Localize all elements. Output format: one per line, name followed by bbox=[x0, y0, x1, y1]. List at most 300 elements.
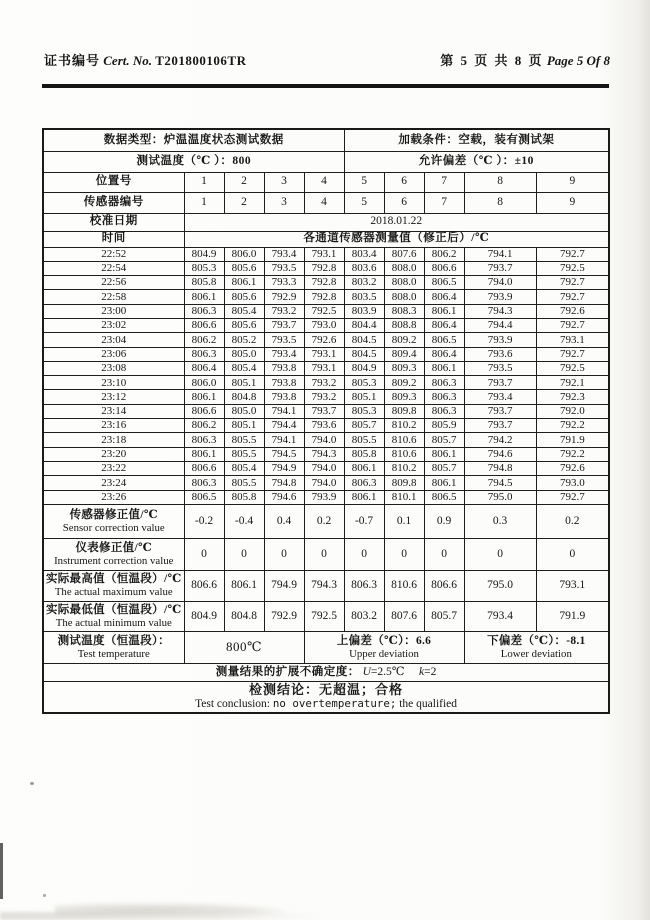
reading-value-cell: 794.1 bbox=[464, 247, 536, 261]
reading-value-cell: 793.8 bbox=[264, 361, 304, 375]
reading-value-cell: 806.6 bbox=[424, 261, 464, 275]
channels-header-cell: 各通道传感器测量值（修正后）/℃ bbox=[184, 231, 609, 247]
scan-artifact bbox=[0, 843, 3, 899]
uncertainty-cell bbox=[43, 663, 609, 681]
reading-value-cell: 793.9 bbox=[304, 490, 344, 504]
reading-value-cell: 793.5 bbox=[464, 361, 536, 375]
reading-value-cell: 805.2 bbox=[224, 333, 264, 347]
reading-value-cell: 794.1 bbox=[264, 404, 304, 418]
reading-value-cell: 803.5 bbox=[344, 290, 384, 304]
reading-time-cell: 23:10 bbox=[43, 376, 184, 390]
reading-value-cell: 808.0 bbox=[384, 290, 424, 304]
value-cell: 0 bbox=[464, 538, 536, 570]
reading-value-cell: 806.1 bbox=[344, 461, 384, 475]
reading-value-cell: 805.1 bbox=[224, 376, 264, 390]
reading-value-cell: 805.6 bbox=[224, 290, 264, 304]
reading-value-cell: 804.5 bbox=[344, 347, 384, 361]
reading-value-cell: 805.1 bbox=[344, 390, 384, 404]
reading-value-cell: 794.2 bbox=[464, 433, 536, 447]
reading-value-cell: 793.7 bbox=[464, 261, 536, 275]
reading-time-cell: 23:04 bbox=[43, 333, 184, 347]
reading-time-cell: 23:16 bbox=[43, 419, 184, 433]
test-temperature-cell: 测试温度（℃ ）：800 bbox=[43, 151, 344, 172]
reading-value-cell: 793.1 bbox=[304, 361, 344, 375]
reading-value-cell: 806.3 bbox=[424, 404, 464, 418]
reading-value-cell: 794.8 bbox=[264, 476, 304, 490]
reading-value-cell: 792.5 bbox=[304, 304, 344, 318]
value-cell: 804.8 bbox=[224, 601, 264, 631]
reading-value-cell: 794.4 bbox=[264, 419, 304, 433]
upper-deviation-en: Upper deviation bbox=[349, 647, 419, 660]
reading-value-cell: 809.4 bbox=[384, 347, 424, 361]
page-indicator-en: Page 5 Of 8 bbox=[546, 53, 610, 68]
conclusion-en bbox=[45, 698, 607, 711]
page-header bbox=[44, 50, 610, 69]
value-cell: 1 bbox=[184, 172, 224, 192]
reading-value-cell: 808.3 bbox=[384, 304, 424, 318]
value-cell: 0.9 bbox=[424, 504, 464, 538]
reading-value-cell: 803.4 bbox=[344, 247, 384, 261]
reading-value-cell: 792.7 bbox=[536, 276, 609, 290]
calibration-data-table bbox=[42, 128, 610, 714]
readings-body bbox=[43, 247, 609, 504]
reading-row bbox=[43, 261, 609, 275]
reading-value-cell: 792.5 bbox=[536, 261, 609, 275]
value-cell: 9 bbox=[536, 192, 609, 213]
header-rule bbox=[42, 84, 609, 88]
time-label-cell: 时间 bbox=[43, 231, 184, 247]
reading-row bbox=[43, 276, 609, 290]
reading-value-cell: 810.6 bbox=[384, 447, 424, 461]
uncertainty-k-value: =2 bbox=[424, 665, 437, 678]
reading-value-cell: 806.5 bbox=[184, 490, 224, 504]
reading-value-cell: 806.1 bbox=[424, 361, 464, 375]
reading-row bbox=[43, 433, 609, 447]
reading-value-cell: 806.2 bbox=[184, 419, 224, 433]
uncertainty-u-symbol: U bbox=[362, 665, 371, 678]
reading-time-cell: 23:06 bbox=[43, 347, 184, 361]
conclusion-zh: 检测结论：无超温；合格 bbox=[249, 682, 404, 698]
reading-value-cell: 794.3 bbox=[464, 304, 536, 318]
reading-value-cell: 806.1 bbox=[424, 476, 464, 490]
value-cell: 4 bbox=[304, 192, 344, 213]
reading-value-cell: 805.3 bbox=[344, 404, 384, 418]
reading-value-cell: 794.0 bbox=[304, 476, 344, 490]
reading-value-cell: 810.2 bbox=[384, 461, 424, 475]
actual-minimum-row bbox=[43, 601, 609, 631]
reading-value-cell: 793.1 bbox=[304, 347, 344, 361]
scan-artifact bbox=[55, 903, 285, 916]
reading-value-cell: 805.0 bbox=[224, 404, 264, 418]
sensor-correction-label-cell bbox=[43, 504, 184, 538]
reading-value-cell: 792.7 bbox=[536, 490, 609, 504]
value-cell: 794.3 bbox=[304, 570, 344, 601]
reading-value-cell: 792.7 bbox=[536, 247, 609, 261]
reading-value-cell: 791.9 bbox=[536, 433, 609, 447]
reading-value-cell: 793.7 bbox=[464, 376, 536, 390]
reading-value-cell: 793.1 bbox=[536, 333, 609, 347]
load-condition-cell: 加载条件：空载，装有测试架 bbox=[344, 129, 609, 151]
reading-value-cell: 805.8 bbox=[184, 276, 224, 290]
reading-value-cell: 806.1 bbox=[184, 390, 224, 404]
value-cell: 805.7 bbox=[424, 601, 464, 631]
reading-value-cell: 793.6 bbox=[464, 347, 536, 361]
reading-value-cell: 793.7 bbox=[464, 404, 536, 418]
test-temp-summary-label-zh: 测试温度（恒温段）： bbox=[57, 634, 170, 647]
reading-value-cell: 806.6 bbox=[184, 318, 224, 332]
reading-value-cell: 805.5 bbox=[344, 433, 384, 447]
reading-value-cell: 793.4 bbox=[264, 247, 304, 261]
reading-row bbox=[43, 247, 609, 261]
lower-deviation-en: Lower deviation bbox=[500, 647, 572, 660]
reading-value-cell: 809.8 bbox=[384, 404, 424, 418]
reading-value-cell: 792.8 bbox=[304, 261, 344, 275]
test-temp-summary-label-cell bbox=[43, 631, 184, 663]
reading-value-cell: 793.4 bbox=[264, 347, 304, 361]
reading-value-cell: 794.1 bbox=[264, 433, 304, 447]
reading-value-cell: 793.4 bbox=[464, 390, 536, 404]
reading-value-cell: 805.5 bbox=[224, 433, 264, 447]
cert-number: T201800106TR bbox=[155, 53, 247, 68]
value-cell: 795.0 bbox=[464, 570, 536, 601]
lower-deviation-zh: 下偏差（℃）：-8.1 bbox=[487, 634, 586, 647]
reading-value-cell: 795.0 bbox=[464, 490, 536, 504]
value-cell: 0 bbox=[184, 538, 224, 570]
reading-value-cell: 806.3 bbox=[424, 376, 464, 390]
reading-value-cell: 806.5 bbox=[424, 490, 464, 504]
reading-value-cell: 806.0 bbox=[184, 376, 224, 390]
reading-row bbox=[43, 490, 609, 504]
reading-value-cell: 793.5 bbox=[264, 261, 304, 275]
position-number-row bbox=[43, 172, 609, 192]
reading-time-cell: 23:12 bbox=[43, 390, 184, 404]
value-cell: -0.7 bbox=[344, 504, 384, 538]
sensor-correction-label-en: Sensor correction value bbox=[62, 521, 165, 534]
reading-value-cell: 810.2 bbox=[384, 419, 424, 433]
calibration-date-row bbox=[43, 213, 609, 231]
value-cell: 806.6 bbox=[424, 570, 464, 601]
reading-value-cell: 792.2 bbox=[536, 447, 609, 461]
value-cell: 1 bbox=[184, 192, 224, 213]
scan-artifact bbox=[30, 782, 34, 785]
reading-time-cell: 23:00 bbox=[43, 304, 184, 318]
reading-time-cell: 23:02 bbox=[43, 318, 184, 332]
reading-value-cell: 792.8 bbox=[304, 276, 344, 290]
reading-value-cell: 806.1 bbox=[184, 447, 224, 461]
reading-row bbox=[43, 304, 609, 318]
reading-value-cell: 805.4 bbox=[224, 361, 264, 375]
reading-row bbox=[43, 361, 609, 375]
actual-maximum-label-zh: 实际最高值（恒温段）/℃ bbox=[45, 573, 182, 586]
value-cell: 0 bbox=[424, 538, 464, 570]
reading-row bbox=[43, 376, 609, 390]
reading-value-cell: 804.9 bbox=[184, 247, 224, 261]
reading-value-cell: 805.3 bbox=[184, 261, 224, 275]
value-cell: 792.9 bbox=[264, 601, 304, 631]
position-label-cell: 位置号 bbox=[43, 172, 184, 192]
reading-value-cell: 810.1 bbox=[384, 490, 424, 504]
reading-value-cell: 793.3 bbox=[264, 276, 304, 290]
data-type-row bbox=[43, 129, 609, 151]
conclusion-en-suffix: the qualified bbox=[399, 697, 458, 710]
time-header-row bbox=[43, 231, 609, 247]
reading-value-cell: 794.9 bbox=[264, 461, 304, 475]
value-cell: 0.2 bbox=[304, 504, 344, 538]
reading-row bbox=[43, 347, 609, 361]
sensor-correction-row bbox=[43, 504, 609, 538]
conclusion-cell bbox=[43, 681, 609, 713]
reading-value-cell: 794.0 bbox=[464, 276, 536, 290]
value-cell: 794.9 bbox=[264, 570, 304, 601]
upper-deviation-cell bbox=[304, 631, 464, 663]
uncertainty-label: 测量结果的扩展不确定度： bbox=[215, 665, 360, 678]
reading-value-cell: 806.1 bbox=[424, 304, 464, 318]
test-temp-value-cell: 800℃ bbox=[184, 631, 304, 663]
reading-value-cell: 805.3 bbox=[344, 376, 384, 390]
reading-value-cell: 794.8 bbox=[464, 461, 536, 475]
reading-value-cell: 809.2 bbox=[384, 376, 424, 390]
reading-value-cell: 792.7 bbox=[536, 290, 609, 304]
value-cell: 7 bbox=[424, 172, 464, 192]
reading-row bbox=[43, 290, 609, 304]
sensor-number-row bbox=[43, 192, 609, 213]
reading-time-cell: 23:14 bbox=[43, 404, 184, 418]
reading-value-cell: 793.6 bbox=[304, 419, 344, 433]
reading-value-cell: 806.5 bbox=[424, 276, 464, 290]
value-cell: 0 bbox=[264, 538, 304, 570]
reading-value-cell: 806.6 bbox=[184, 461, 224, 475]
reading-value-cell: 793.0 bbox=[304, 318, 344, 332]
reading-value-cell: 805.9 bbox=[424, 419, 464, 433]
reading-time-cell: 23:26 bbox=[43, 490, 184, 504]
reading-value-cell: 793.9 bbox=[464, 333, 536, 347]
reading-value-cell: 806.2 bbox=[184, 333, 224, 347]
reading-value-cell: 806.1 bbox=[344, 490, 384, 504]
uncertainty-row bbox=[43, 663, 609, 681]
value-cell: 810.6 bbox=[384, 570, 424, 601]
reading-value-cell: 809.8 bbox=[384, 476, 424, 490]
reading-value-cell: 806.6 bbox=[184, 404, 224, 418]
reading-value-cell: 806.4 bbox=[184, 361, 224, 375]
reading-value-cell: 810.6 bbox=[384, 433, 424, 447]
instrument-correction-label-cell bbox=[43, 538, 184, 570]
value-cell: 0.4 bbox=[264, 504, 304, 538]
reading-value-cell: 792.6 bbox=[536, 461, 609, 475]
reading-row bbox=[43, 333, 609, 347]
value-cell: 3 bbox=[264, 192, 304, 213]
reading-value-cell: 805.7 bbox=[424, 433, 464, 447]
reading-value-cell: 806.1 bbox=[224, 276, 264, 290]
reading-value-cell: 793.5 bbox=[264, 333, 304, 347]
reading-value-cell: 794.5 bbox=[464, 476, 536, 490]
reading-row bbox=[43, 404, 609, 418]
value-cell: -0.2 bbox=[184, 504, 224, 538]
reading-row bbox=[43, 447, 609, 461]
reading-row bbox=[43, 476, 609, 490]
actual-minimum-label-en: The actual minimum value bbox=[55, 616, 172, 629]
reading-value-cell: 792.2 bbox=[536, 419, 609, 433]
test-temperature-row bbox=[43, 151, 609, 172]
reading-value-cell: 806.3 bbox=[184, 433, 224, 447]
value-cell: 0.3 bbox=[464, 504, 536, 538]
reading-value-cell: 806.3 bbox=[184, 476, 224, 490]
value-cell: 806.3 bbox=[344, 570, 384, 601]
uncertainty-k-symbol: k bbox=[419, 665, 425, 678]
value-cell: -0.4 bbox=[224, 504, 264, 538]
reading-value-cell: 805.5 bbox=[224, 447, 264, 461]
reading-value-cell: 792.8 bbox=[304, 290, 344, 304]
reading-value-cell: 794.0 bbox=[304, 461, 344, 475]
reading-value-cell: 793.0 bbox=[536, 476, 609, 490]
reading-value-cell: 792.6 bbox=[536, 304, 609, 318]
reading-value-cell: 792.6 bbox=[304, 333, 344, 347]
lower-deviation-cell bbox=[464, 631, 609, 663]
reading-time-cell: 23:20 bbox=[43, 447, 184, 461]
test-temp-summary-label-en: Test temperature bbox=[77, 647, 150, 660]
certificate-number-line bbox=[44, 50, 247, 69]
value-cell: 8 bbox=[464, 192, 536, 213]
value-cell: 0.2 bbox=[536, 504, 609, 538]
reading-value-cell: 806.3 bbox=[424, 390, 464, 404]
reading-value-cell: 793.8 bbox=[264, 376, 304, 390]
reading-value-cell: 794.6 bbox=[464, 447, 536, 461]
reading-value-cell: 809.3 bbox=[384, 361, 424, 375]
reading-value-cell: 808.0 bbox=[384, 276, 424, 290]
reading-value-cell: 808.0 bbox=[384, 261, 424, 275]
value-cell: 6 bbox=[384, 172, 424, 192]
data-type-cell: 数据类型：炉温温度状态测试数据 bbox=[43, 129, 344, 151]
reading-value-cell: 809.2 bbox=[384, 333, 424, 347]
reading-row bbox=[43, 419, 609, 433]
value-cell: 3 bbox=[264, 172, 304, 192]
page-indicator bbox=[440, 50, 610, 69]
value-cell: 0 bbox=[224, 538, 264, 570]
reading-value-cell: 792.9 bbox=[264, 290, 304, 304]
reading-value-cell: 805.6 bbox=[224, 261, 264, 275]
table-summary-section bbox=[43, 504, 609, 713]
reading-value-cell: 805.7 bbox=[424, 461, 464, 475]
value-cell: 792.5 bbox=[304, 601, 344, 631]
cert-label-en: Cert. No. bbox=[103, 53, 153, 68]
reading-row bbox=[43, 318, 609, 332]
reading-value-cell: 806.5 bbox=[424, 333, 464, 347]
reading-value-cell: 794.5 bbox=[264, 447, 304, 461]
reading-value-cell: 803.6 bbox=[344, 261, 384, 275]
reading-value-cell: 805.7 bbox=[344, 419, 384, 433]
reading-time-cell: 23:24 bbox=[43, 476, 184, 490]
conclusion-en-mono: no overtemperature; bbox=[272, 696, 397, 710]
reading-time-cell: 22:52 bbox=[43, 247, 184, 261]
uncertainty-u-value: =2.5℃ bbox=[370, 665, 405, 678]
reading-value-cell: 804.9 bbox=[344, 361, 384, 375]
reading-value-cell: 794.3 bbox=[304, 447, 344, 461]
reading-value-cell: 805.0 bbox=[224, 347, 264, 361]
reading-value-cell: 794.6 bbox=[264, 490, 304, 504]
value-cell: 0.1 bbox=[384, 504, 424, 538]
reading-value-cell: 806.0 bbox=[224, 247, 264, 261]
value-cell: 2 bbox=[224, 192, 264, 213]
reading-value-cell: 805.6 bbox=[224, 318, 264, 332]
reading-value-cell: 805.8 bbox=[224, 490, 264, 504]
reading-time-cell: 23:18 bbox=[43, 433, 184, 447]
value-cell: 806.1 bbox=[224, 570, 264, 601]
calibration-date-label-cell: 校准日期 bbox=[43, 213, 184, 231]
conclusion-row bbox=[43, 681, 609, 713]
table-head-section bbox=[43, 129, 609, 247]
reading-value-cell: 805.4 bbox=[224, 304, 264, 318]
reading-value-cell: 793.7 bbox=[464, 419, 536, 433]
value-cell: 803.2 bbox=[344, 601, 384, 631]
value-cell: 791.9 bbox=[536, 601, 609, 631]
value-cell: 807.6 bbox=[384, 601, 424, 631]
instrument-correction-row bbox=[43, 538, 609, 570]
actual-maximum-row bbox=[43, 570, 609, 601]
reading-value-cell: 793.8 bbox=[264, 390, 304, 404]
sensor-correction-label-zh: 传感器修正值/℃ bbox=[69, 508, 158, 521]
reading-row bbox=[43, 461, 609, 475]
cert-label-zh: 证书编号 bbox=[44, 53, 101, 68]
reading-value-cell: 805.1 bbox=[224, 419, 264, 433]
reading-value-cell: 808.8 bbox=[384, 318, 424, 332]
reading-value-cell: 792.7 bbox=[536, 347, 609, 361]
value-cell: 5 bbox=[344, 172, 384, 192]
reading-value-cell: 806.4 bbox=[424, 290, 464, 304]
reading-value-cell: 807.6 bbox=[384, 247, 424, 261]
sensor-label-cell: 传感器编号 bbox=[43, 192, 184, 213]
conclusion-en-prefix: Test conclusion: bbox=[195, 697, 270, 710]
page-indicator-zh: 第 5 页 共 8 页 bbox=[440, 53, 544, 68]
reading-value-cell: 792.5 bbox=[536, 361, 609, 375]
upper-deviation-zh: 上偏差（℃）：6.6 bbox=[336, 634, 432, 647]
reading-row bbox=[43, 390, 609, 404]
reading-value-cell: 793.1 bbox=[304, 247, 344, 261]
reading-value-cell: 793.7 bbox=[304, 404, 344, 418]
reading-value-cell: 793.2 bbox=[304, 390, 344, 404]
reading-value-cell: 806.3 bbox=[344, 476, 384, 490]
reading-value-cell: 806.4 bbox=[424, 347, 464, 361]
value-cell: 0 bbox=[344, 538, 384, 570]
scan-artifact bbox=[0, 912, 330, 920]
reading-value-cell: 803.9 bbox=[344, 304, 384, 318]
reading-value-cell: 806.3 bbox=[184, 304, 224, 318]
reading-time-cell: 23:08 bbox=[43, 361, 184, 375]
value-cell: 793.4 bbox=[464, 601, 536, 631]
reading-value-cell: 804.8 bbox=[224, 390, 264, 404]
actual-maximum-label-cell bbox=[43, 570, 184, 601]
value-cell: 793.1 bbox=[536, 570, 609, 601]
reading-time-cell: 22:54 bbox=[43, 261, 184, 275]
reading-value-cell: 805.4 bbox=[224, 461, 264, 475]
actual-minimum-label-cell bbox=[43, 601, 184, 631]
reading-value-cell: 794.4 bbox=[464, 318, 536, 332]
instrument-correction-label-en: Instrument correction value bbox=[54, 554, 174, 567]
value-cell: 5 bbox=[344, 192, 384, 213]
reading-value-cell: 794.0 bbox=[304, 433, 344, 447]
value-cell: 0 bbox=[384, 538, 424, 570]
value-cell: 7 bbox=[424, 192, 464, 213]
value-cell: 4 bbox=[304, 172, 344, 192]
reading-value-cell: 793.9 bbox=[464, 290, 536, 304]
reading-value-cell: 804.5 bbox=[344, 333, 384, 347]
reading-value-cell: 806.2 bbox=[424, 247, 464, 261]
reading-value-cell: 792.7 bbox=[536, 318, 609, 332]
scan-artifact bbox=[43, 894, 46, 897]
reading-value-cell: 792.3 bbox=[536, 390, 609, 404]
reading-value-cell: 805.8 bbox=[344, 447, 384, 461]
value-cell: 804.9 bbox=[184, 601, 224, 631]
reading-value-cell: 806.4 bbox=[424, 318, 464, 332]
reading-value-cell: 806.3 bbox=[184, 347, 224, 361]
